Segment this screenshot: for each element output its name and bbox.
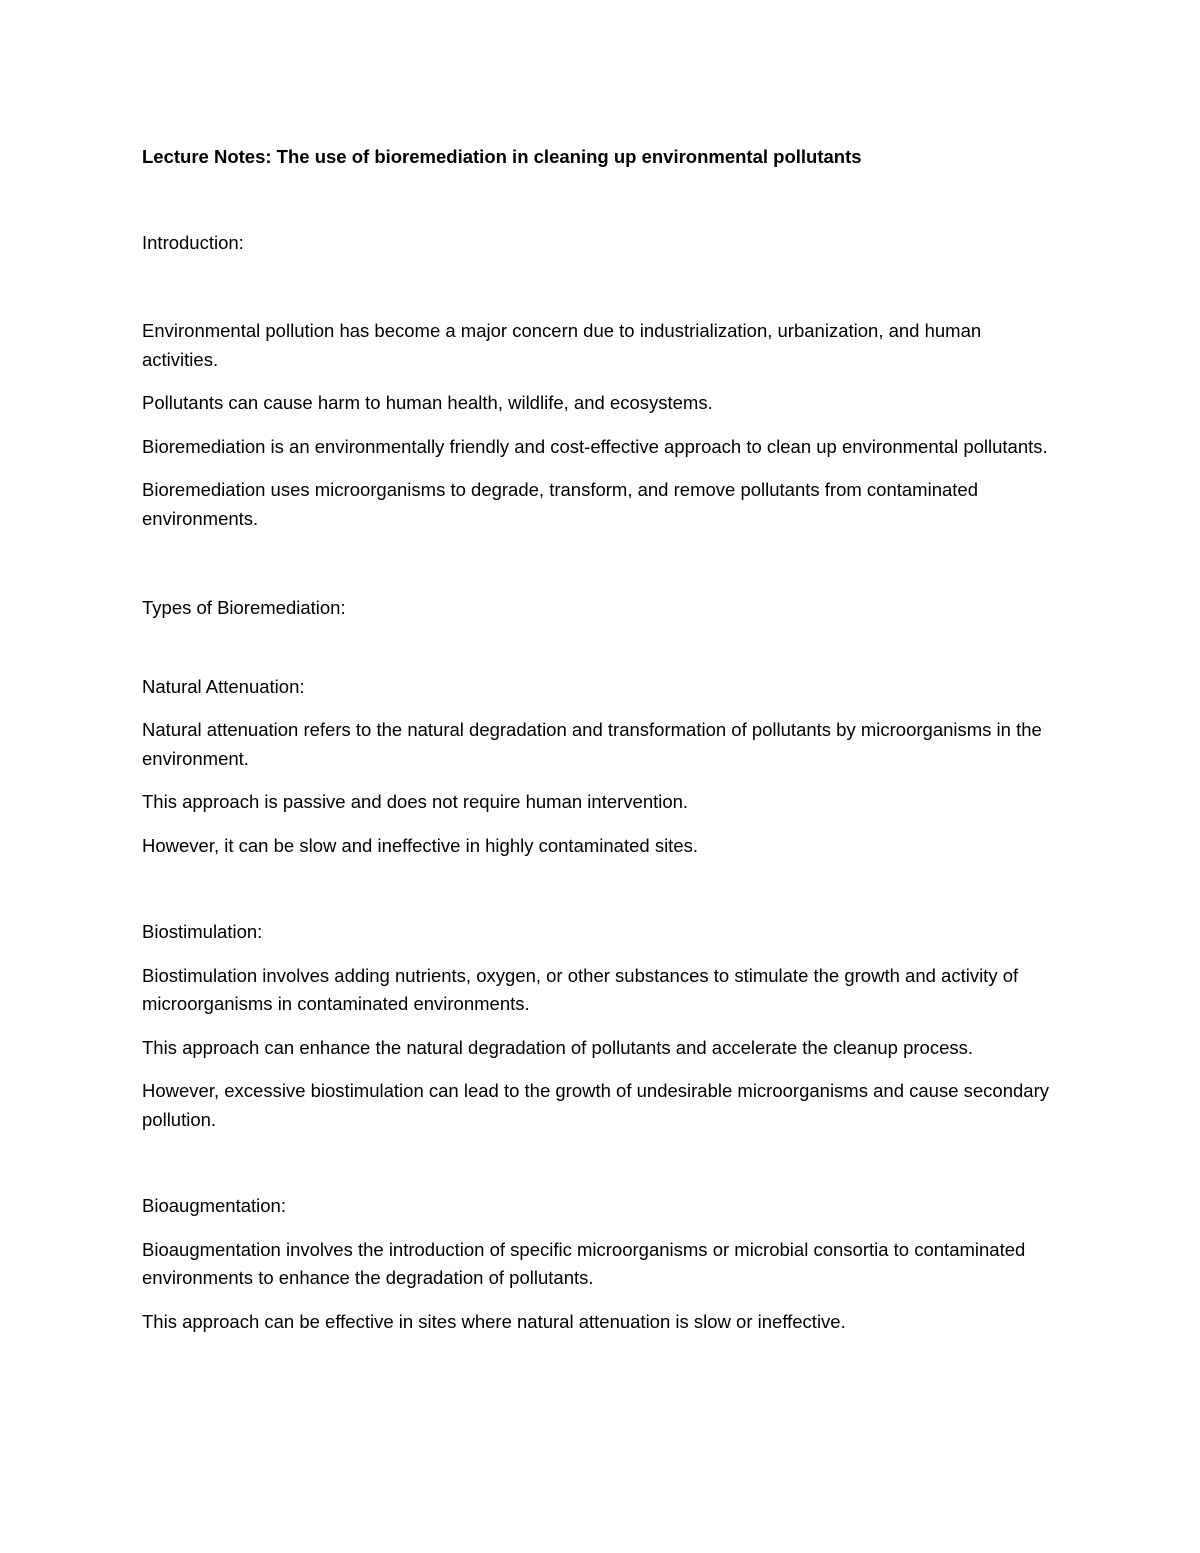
natural-attenuation-paragraph: Natural attenuation refers to the natural degradation and transformation of pollutants by microorganisms in the environment. xyxy=(142,719,1042,769)
bioaugmentation-paragraph: Bioaugmentation involves the introduction of specific microorganisms or microbial consortia to contaminated environments to enhance the degradation of pollutants. xyxy=(142,1238,1026,1288)
introduction-paragraph: Pollutants can cause harm to human health, wildlife, and ecosystems. xyxy=(142,392,713,413)
bioaugmentation-paragraph: This approach can be effective in sites where natural attenuation is slow or ineffective. xyxy=(142,1310,846,1332)
biostimulation-heading: Biostimulation: xyxy=(142,921,263,942)
document-title: Lecture Notes: The use of bioremediation in cleaning up environmental pollutants xyxy=(142,146,862,167)
biostimulation-paragraph: This approach can enhance the natural degradation of pollutants and accelerate the cleanup process. xyxy=(142,1036,974,1058)
document-body xyxy=(142,143,1062,1336)
introduction-paragraph: Bioremediation uses microorganisms to degrade, transform, and remove pollutants from contaminated environments. xyxy=(142,479,978,529)
biostimulation-paragraph: However, excessive biostimulation can lead to the growth of undesirable microorganisms and cause secondary pollution. xyxy=(142,1080,1049,1130)
introduction-paragraph: Bioremediation is an environmentally friendly and cost-effective approach to clean up environmental pollutants. xyxy=(142,435,1048,457)
biostimulation-paragraph: Biostimulation involves adding nutrients, oxygen, or other substances to stimulate the growth and activity of microorganisms in contaminated environments. xyxy=(142,964,1019,1014)
introduction-heading: Introduction: xyxy=(142,231,244,253)
introduction-paragraph: Environmental pollution has become a major concern due to industrialization, urbanization, and human activities. xyxy=(142,320,982,370)
natural-attenuation-paragraph: This approach is passive and does not require human intervention. xyxy=(142,791,689,812)
natural-attenuation-heading: Natural Attenuation: xyxy=(142,675,305,697)
natural-attenuation-paragraph: However, it can be slow and ineffective in highly contaminated sites. xyxy=(142,834,698,856)
bioaugmentation-heading: Bioaugmentation: xyxy=(142,1195,286,1216)
types-heading: Types of Bioremediation: xyxy=(142,597,346,618)
